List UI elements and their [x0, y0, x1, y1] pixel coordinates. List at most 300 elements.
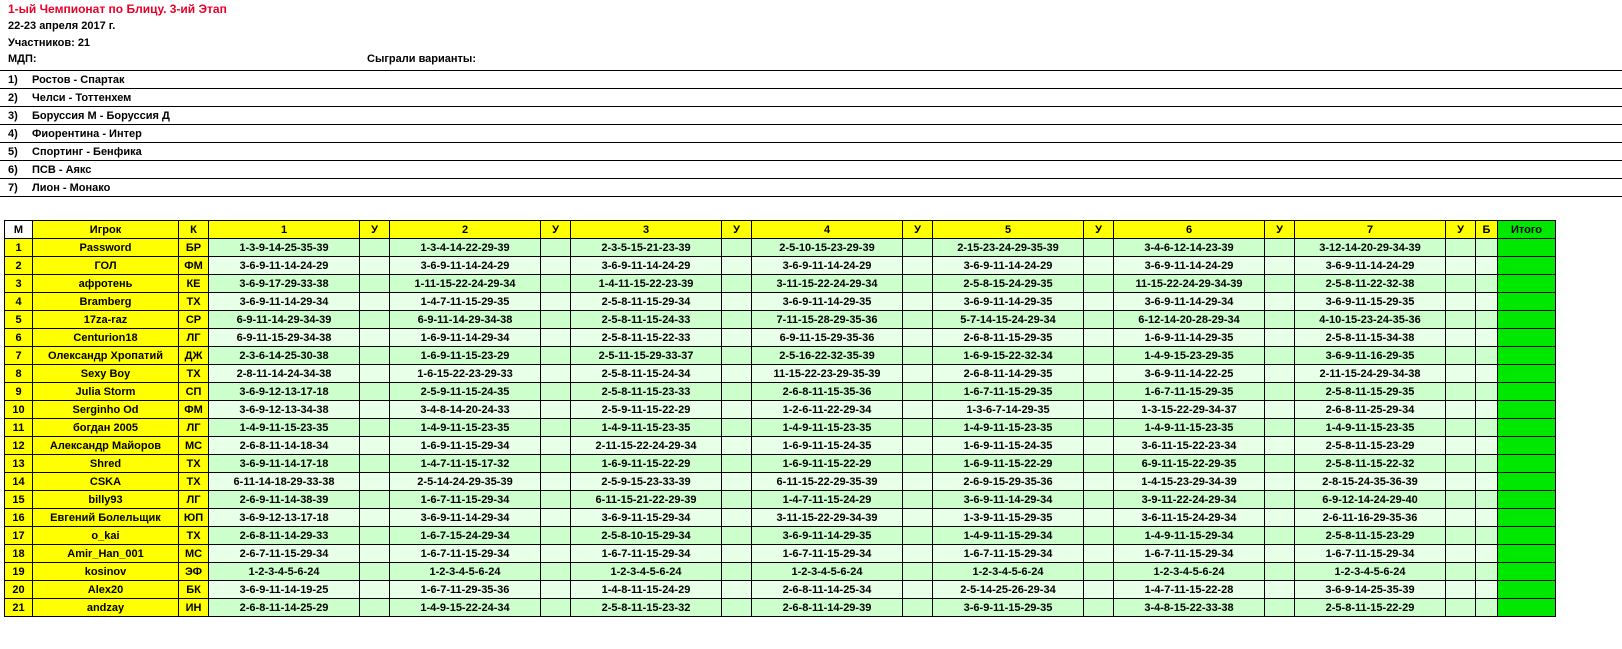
- round-6-score: [1265, 599, 1295, 617]
- round-1-picks: 3-6-9-17-29-33-38: [209, 275, 360, 293]
- round-2-picks: 1-2-3-4-5-6-24: [390, 563, 541, 581]
- column-header-y-2: У: [541, 221, 571, 239]
- round-2-score: [541, 491, 571, 509]
- player-name: афротень: [33, 275, 179, 293]
- round-3-picks: 3-6-9-11-14-24-29: [571, 257, 722, 275]
- round-4-score: [903, 419, 933, 437]
- variant-number: 3): [8, 109, 18, 122]
- round-1-score: [360, 347, 390, 365]
- row-number: 20: [5, 581, 33, 599]
- round-1-score: [360, 275, 390, 293]
- round-4-score: [903, 599, 933, 617]
- round-7-picks: 2-6-8-11-25-29-34: [1295, 401, 1446, 419]
- column-header-round-3: 3: [571, 221, 722, 239]
- round-5-score: [1084, 329, 1114, 347]
- player-name: Евгений Болельщик: [33, 509, 179, 527]
- round-1-picks: 3-6-9-11-14-29-34: [209, 293, 360, 311]
- variant-name: ПСВ - Аякс: [32, 163, 92, 176]
- round-7-picks: 1-2-3-4-5-6-24: [1295, 563, 1446, 581]
- variants-label: Сыграли варианты:: [367, 53, 476, 65]
- column-header-y-1: У: [360, 221, 390, 239]
- table-row: [5, 347, 1556, 365]
- round-5-score: [1084, 581, 1114, 599]
- table-row: [5, 293, 1556, 311]
- bonus-cell: [1476, 257, 1498, 275]
- variant-number: 4): [8, 127, 18, 140]
- round-4-picks: 1-2-6-11-22-29-34: [752, 401, 903, 419]
- round-3-picks: 1-6-9-11-15-22-29: [571, 455, 722, 473]
- column-header-round-6: 6: [1114, 221, 1265, 239]
- round-1-picks: 1-3-9-14-25-35-39: [209, 239, 360, 257]
- round-6-picks: 1-6-7-11-15-29-34: [1114, 545, 1265, 563]
- round-3-score: [722, 473, 752, 491]
- round-5-picks: 3-6-9-11-14-29-35: [933, 293, 1084, 311]
- bonus-cell: [1476, 563, 1498, 581]
- round-7-picks: 3-6-9-11-14-24-29: [1295, 257, 1446, 275]
- round-2-picks: 1-3-4-14-22-29-39: [390, 239, 541, 257]
- round-6-picks: 1-4-15-23-29-34-39: [1114, 473, 1265, 491]
- round-1-picks: 6-11-14-18-29-33-38: [209, 473, 360, 491]
- round-2-score: [541, 563, 571, 581]
- round-6-picks: 1-3-15-22-29-34-37: [1114, 401, 1265, 419]
- round-1-picks: 1-2-3-4-5-6-24: [209, 563, 360, 581]
- bonus-cell: [1476, 491, 1498, 509]
- round-3-score: [722, 257, 752, 275]
- table-row: [5, 563, 1556, 581]
- round-6-score: [1265, 419, 1295, 437]
- row-number: 4: [5, 293, 33, 311]
- table-row: [5, 491, 1556, 509]
- table-row: [5, 311, 1556, 329]
- round-1-score: [360, 491, 390, 509]
- column-header-round-7: 7: [1295, 221, 1446, 239]
- round-6-picks: 1-4-9-11-15-29-34: [1114, 527, 1265, 545]
- total-cell: [1498, 329, 1556, 347]
- round-4-score: [903, 257, 933, 275]
- round-1-score: [360, 239, 390, 257]
- player-name: Centurion18: [33, 329, 179, 347]
- table-row: [5, 455, 1556, 473]
- player-club: МС: [179, 437, 209, 455]
- row-number: 3: [5, 275, 33, 293]
- row-number: 7: [5, 347, 33, 365]
- row-number: 9: [5, 383, 33, 401]
- player-club: ТХ: [179, 527, 209, 545]
- round-2-score: [541, 455, 571, 473]
- bonus-cell: [1476, 293, 1498, 311]
- round-2-score: [541, 329, 571, 347]
- total-cell: [1498, 545, 1556, 563]
- round-4-picks: 1-4-9-11-15-23-35: [752, 419, 903, 437]
- round-2-score: [541, 581, 571, 599]
- bonus-cell: [1476, 419, 1498, 437]
- column-header-total: Итого: [1498, 221, 1556, 239]
- round-1-score: [360, 383, 390, 401]
- round-6-score: [1265, 257, 1295, 275]
- player-name: 17za-raz: [33, 311, 179, 329]
- round-6-score: [1265, 311, 1295, 329]
- column-header-round-1: 1: [209, 221, 360, 239]
- variant-number: 5): [8, 145, 18, 158]
- round-6-picks: 1-6-9-11-14-29-35: [1114, 329, 1265, 347]
- round-3-picks: 2-5-11-15-29-33-37: [571, 347, 722, 365]
- table-row: [5, 383, 1556, 401]
- variant-name: Лион - Монако: [32, 181, 111, 194]
- round-5-picks: 1-6-9-11-15-24-35: [933, 437, 1084, 455]
- round-1-picks: 1-4-9-11-15-23-35: [209, 419, 360, 437]
- round-1-score: [360, 545, 390, 563]
- round-1-picks: 2-6-8-11-14-18-34: [209, 437, 360, 455]
- player-name: o_kai: [33, 527, 179, 545]
- round-2-score: [541, 545, 571, 563]
- column-header-round-4: 4: [752, 221, 903, 239]
- player-name: ГОЛ: [33, 257, 179, 275]
- round-3-score: [722, 509, 752, 527]
- round-4-picks: 2-6-8-11-14-25-34: [752, 581, 903, 599]
- player-club: ТХ: [179, 473, 209, 491]
- bonus-cell: [1476, 581, 1498, 599]
- round-1-score: [360, 473, 390, 491]
- round-3-picks: 2-3-5-15-21-23-39: [571, 239, 722, 257]
- round-5-picks: 1-2-3-4-5-6-24: [933, 563, 1084, 581]
- table-row: [5, 473, 1556, 491]
- bonus-cell: [1476, 509, 1498, 527]
- round-5-picks: 5-7-14-15-24-29-34: [933, 311, 1084, 329]
- round-4-picks: 6-11-15-22-29-35-39: [752, 473, 903, 491]
- round-7-score: [1446, 383, 1476, 401]
- variant-row: [0, 106, 1622, 124]
- round-5-picks: 3-6-9-11-15-29-35: [933, 599, 1084, 617]
- round-3-score: [722, 275, 752, 293]
- player-name: богдан 2005: [33, 419, 179, 437]
- round-6-picks: 3-6-9-11-14-22-25: [1114, 365, 1265, 383]
- player-club: ЛГ: [179, 419, 209, 437]
- variant-name: Ростов - Спартак: [32, 73, 125, 86]
- round-7-score: [1446, 581, 1476, 599]
- round-6-picks: 3-6-11-15-22-23-34: [1114, 437, 1265, 455]
- round-5-score: [1084, 257, 1114, 275]
- round-5-picks: 3-6-9-11-14-29-34: [933, 491, 1084, 509]
- round-7-picks: 3-12-14-20-29-34-39: [1295, 239, 1446, 257]
- player-club: БК: [179, 581, 209, 599]
- round-7-picks: 2-5-8-11-15-29-35: [1295, 383, 1446, 401]
- player-club: ЮП: [179, 509, 209, 527]
- row-number: 13: [5, 455, 33, 473]
- variant-name: Спортинг - Бенфика: [32, 145, 142, 158]
- round-3-score: [722, 599, 752, 617]
- round-7-picks: 2-6-11-16-29-35-36: [1295, 509, 1446, 527]
- round-6-score: [1265, 509, 1295, 527]
- round-3-score: [722, 437, 752, 455]
- total-cell: [1498, 401, 1556, 419]
- column-header-y-5: У: [1084, 221, 1114, 239]
- player-name: Sexy Boy: [33, 365, 179, 383]
- round-6-score: [1265, 545, 1295, 563]
- round-6-picks: 3-6-9-11-14-24-29: [1114, 257, 1265, 275]
- round-5-score: [1084, 599, 1114, 617]
- round-6-score: [1265, 347, 1295, 365]
- round-6-score: [1265, 581, 1295, 599]
- round-2-picks: 1-6-9-11-15-23-29: [390, 347, 541, 365]
- bonus-cell: [1476, 383, 1498, 401]
- round-5-score: [1084, 419, 1114, 437]
- round-5-picks: 1-4-9-11-15-23-35: [933, 419, 1084, 437]
- table-row: [5, 329, 1556, 347]
- player-club: СР: [179, 311, 209, 329]
- round-4-score: [903, 293, 933, 311]
- round-4-score: [903, 347, 933, 365]
- row-number: 14: [5, 473, 33, 491]
- player-club: ТХ: [179, 455, 209, 473]
- round-1-picks: 3-6-9-11-14-19-25: [209, 581, 360, 599]
- round-4-picks: 1-6-9-11-15-24-35: [752, 437, 903, 455]
- round-4-picks: 2-6-8-11-14-29-39: [752, 599, 903, 617]
- variant-number: 6): [8, 163, 18, 176]
- player-name: kosinov: [33, 563, 179, 581]
- table-row: [5, 239, 1556, 257]
- mdp-label: МДП:: [8, 53, 37, 65]
- round-3-picks: 2-5-8-11-15-29-34: [571, 293, 722, 311]
- total-cell: [1498, 365, 1556, 383]
- table-row: [5, 545, 1556, 563]
- round-5-score: [1084, 509, 1114, 527]
- round-6-score: [1265, 275, 1295, 293]
- round-4-score: [903, 275, 933, 293]
- round-7-score: [1446, 491, 1476, 509]
- table-body: [5, 239, 1556, 617]
- row-number: 1: [5, 239, 33, 257]
- round-7-picks: 2-5-8-11-15-22-32: [1295, 455, 1446, 473]
- round-4-picks: 3-6-9-11-14-29-35: [752, 527, 903, 545]
- round-2-picks: 1-6-7-15-24-29-34: [390, 527, 541, 545]
- column-header-player: Игрок: [33, 221, 179, 239]
- round-6-score: [1265, 239, 1295, 257]
- round-2-score: [541, 437, 571, 455]
- round-7-score: [1446, 545, 1476, 563]
- round-5-picks: 2-15-23-24-29-35-39: [933, 239, 1084, 257]
- row-number: 6: [5, 329, 33, 347]
- round-3-score: [722, 527, 752, 545]
- round-4-picks: 11-15-22-23-29-35-39: [752, 365, 903, 383]
- player-name: Bramberg: [33, 293, 179, 311]
- bonus-cell: [1476, 599, 1498, 617]
- round-3-score: [722, 563, 752, 581]
- row-number: 15: [5, 491, 33, 509]
- round-1-score: [360, 563, 390, 581]
- table-row: [5, 365, 1556, 383]
- round-7-score: [1446, 527, 1476, 545]
- round-2-picks: 1-6-15-22-23-29-33: [390, 365, 541, 383]
- table-row: [5, 275, 1556, 293]
- column-header-m: М: [5, 221, 33, 239]
- round-2-score: [541, 239, 571, 257]
- total-cell: [1498, 419, 1556, 437]
- round-3-picks: 2-5-8-11-15-23-33: [571, 383, 722, 401]
- round-2-picks: 6-9-11-14-29-34-38: [390, 311, 541, 329]
- player-name: billy93: [33, 491, 179, 509]
- round-1-score: [360, 419, 390, 437]
- round-4-score: [903, 401, 933, 419]
- round-5-picks: 1-6-9-11-15-22-29: [933, 455, 1084, 473]
- round-5-picks: 2-6-8-11-14-29-35: [933, 365, 1084, 383]
- round-2-picks: 2-5-9-11-15-24-35: [390, 383, 541, 401]
- row-number: 10: [5, 401, 33, 419]
- round-3-score: [722, 293, 752, 311]
- round-5-score: [1084, 365, 1114, 383]
- round-6-score: [1265, 527, 1295, 545]
- table-row: [5, 581, 1556, 599]
- round-5-score: [1084, 383, 1114, 401]
- round-3-picks: 2-5-8-10-15-29-34: [571, 527, 722, 545]
- round-6-score: [1265, 473, 1295, 491]
- round-4-picks: 2-5-16-22-32-35-39: [752, 347, 903, 365]
- row-number: 12: [5, 437, 33, 455]
- round-2-picks: 1-4-7-11-15-17-32: [390, 455, 541, 473]
- round-7-score: [1446, 329, 1476, 347]
- round-4-score: [903, 239, 933, 257]
- table-row: [5, 509, 1556, 527]
- round-2-picks: 2-5-14-24-29-35-39: [390, 473, 541, 491]
- row-number: 8: [5, 365, 33, 383]
- round-4-picks: 3-6-9-11-14-29-35: [752, 293, 903, 311]
- round-1-score: [360, 437, 390, 455]
- bonus-cell: [1476, 275, 1498, 293]
- row-number: 18: [5, 545, 33, 563]
- row-number: 16: [5, 509, 33, 527]
- table-row: [5, 437, 1556, 455]
- round-4-picks: 3-11-15-22-29-34-39: [752, 509, 903, 527]
- round-7-score: [1446, 365, 1476, 383]
- round-6-score: [1265, 329, 1295, 347]
- round-3-score: [722, 455, 752, 473]
- round-1-score: [360, 581, 390, 599]
- player-club: ИН: [179, 599, 209, 617]
- round-6-picks: 3-4-6-12-14-23-39: [1114, 239, 1265, 257]
- total-cell: [1498, 437, 1556, 455]
- round-1-picks: 2-6-8-11-14-25-29: [209, 599, 360, 617]
- variant-number: 7): [8, 181, 18, 194]
- round-3-score: [722, 545, 752, 563]
- round-3-score: [722, 239, 752, 257]
- round-7-score: [1446, 419, 1476, 437]
- player-name: Julia Storm: [33, 383, 179, 401]
- round-7-picks: 2-5-8-11-15-23-29: [1295, 527, 1446, 545]
- round-2-score: [541, 347, 571, 365]
- round-6-picks: 11-15-22-24-29-34-39: [1114, 275, 1265, 293]
- round-7-score: [1446, 275, 1476, 293]
- round-2-picks: 1-6-7-11-15-29-34: [390, 545, 541, 563]
- round-3-picks: 1-4-8-11-15-24-29: [571, 581, 722, 599]
- round-7-score: [1446, 347, 1476, 365]
- row-number: 21: [5, 599, 33, 617]
- round-2-picks: 3-6-9-11-14-24-29: [390, 257, 541, 275]
- round-7-picks: 2-5-8-11-15-34-38: [1295, 329, 1446, 347]
- round-4-score: [903, 455, 933, 473]
- round-3-picks: 1-4-11-15-22-23-39: [571, 275, 722, 293]
- total-cell: [1498, 527, 1556, 545]
- round-3-score: [722, 311, 752, 329]
- round-5-score: [1084, 455, 1114, 473]
- round-6-picks: 3-9-11-22-24-29-34: [1114, 491, 1265, 509]
- round-7-picks: 2-8-15-24-35-36-39: [1295, 473, 1446, 491]
- round-6-picks: 1-6-7-11-15-29-35: [1114, 383, 1265, 401]
- round-5-score: [1084, 437, 1114, 455]
- round-2-picks: 1-6-9-11-15-29-34: [390, 437, 541, 455]
- round-4-picks: 3-6-9-11-14-24-29: [752, 257, 903, 275]
- column-header-y-7: У: [1446, 221, 1476, 239]
- round-2-score: [541, 401, 571, 419]
- round-2-score: [541, 509, 571, 527]
- bonus-cell: [1476, 365, 1498, 383]
- round-3-picks: 6-11-15-21-22-29-39: [571, 491, 722, 509]
- round-4-score: [903, 473, 933, 491]
- round-7-score: [1446, 437, 1476, 455]
- round-1-picks: 3-6-9-12-13-17-18: [209, 509, 360, 527]
- player-club: КЕ: [179, 275, 209, 293]
- round-7-score: [1446, 257, 1476, 275]
- bonus-cell: [1476, 347, 1498, 365]
- round-3-score: [722, 365, 752, 383]
- bonus-cell: [1476, 455, 1498, 473]
- round-1-picks: 2-8-11-14-24-34-38: [209, 365, 360, 383]
- total-cell: [1498, 473, 1556, 491]
- round-6-score: [1265, 455, 1295, 473]
- round-4-picks: 3-11-15-22-24-29-34: [752, 275, 903, 293]
- bonus-cell: [1476, 329, 1498, 347]
- round-5-picks: 2-5-14-25-26-29-34: [933, 581, 1084, 599]
- round-4-score: [903, 311, 933, 329]
- round-6-score: [1265, 401, 1295, 419]
- round-7-picks: 3-6-9-11-16-29-35: [1295, 347, 1446, 365]
- round-6-score: [1265, 383, 1295, 401]
- variant-number: 1): [8, 73, 18, 86]
- round-5-picks: 1-6-7-11-15-29-35: [933, 383, 1084, 401]
- player-name: Amir_Han_001: [33, 545, 179, 563]
- round-5-picks: 1-3-9-11-15-29-35: [933, 509, 1084, 527]
- variant-number: 2): [8, 91, 18, 104]
- page-title: 1-ый Чемпионат по Блицу. 3-ий Этап: [8, 2, 227, 16]
- round-1-picks: 2-6-7-11-15-29-34: [209, 545, 360, 563]
- player-name: Serginho Od: [33, 401, 179, 419]
- round-5-score: [1084, 545, 1114, 563]
- round-2-score: [541, 257, 571, 275]
- round-5-picks: 1-4-9-11-15-29-34: [933, 527, 1084, 545]
- row-number: 2: [5, 257, 33, 275]
- round-7-score: [1446, 239, 1476, 257]
- table-row: [5, 257, 1556, 275]
- total-cell: [1498, 455, 1556, 473]
- total-cell: [1498, 311, 1556, 329]
- round-6-score: [1265, 491, 1295, 509]
- round-1-score: [360, 311, 390, 329]
- round-7-picks: 2-5-8-11-22-32-38: [1295, 275, 1446, 293]
- round-5-score: [1084, 239, 1114, 257]
- round-1-score: [360, 455, 390, 473]
- player-club: БР: [179, 239, 209, 257]
- bonus-cell: [1476, 527, 1498, 545]
- player-club: ФМ: [179, 257, 209, 275]
- round-1-picks: 6-9-11-14-29-34-39: [209, 311, 360, 329]
- round-6-picks: 1-4-7-11-15-22-28: [1114, 581, 1265, 599]
- round-4-picks: 1-4-7-11-15-24-29: [752, 491, 903, 509]
- total-cell: [1498, 599, 1556, 617]
- round-3-picks: 1-6-7-11-15-29-34: [571, 545, 722, 563]
- round-3-score: [722, 491, 752, 509]
- round-7-picks: 1-4-9-11-15-23-35: [1295, 419, 1446, 437]
- column-header-y-6: У: [1265, 221, 1295, 239]
- round-6-picks: 3-4-8-15-22-33-38: [1114, 599, 1265, 617]
- round-7-picks: 6-9-12-14-24-29-40: [1295, 491, 1446, 509]
